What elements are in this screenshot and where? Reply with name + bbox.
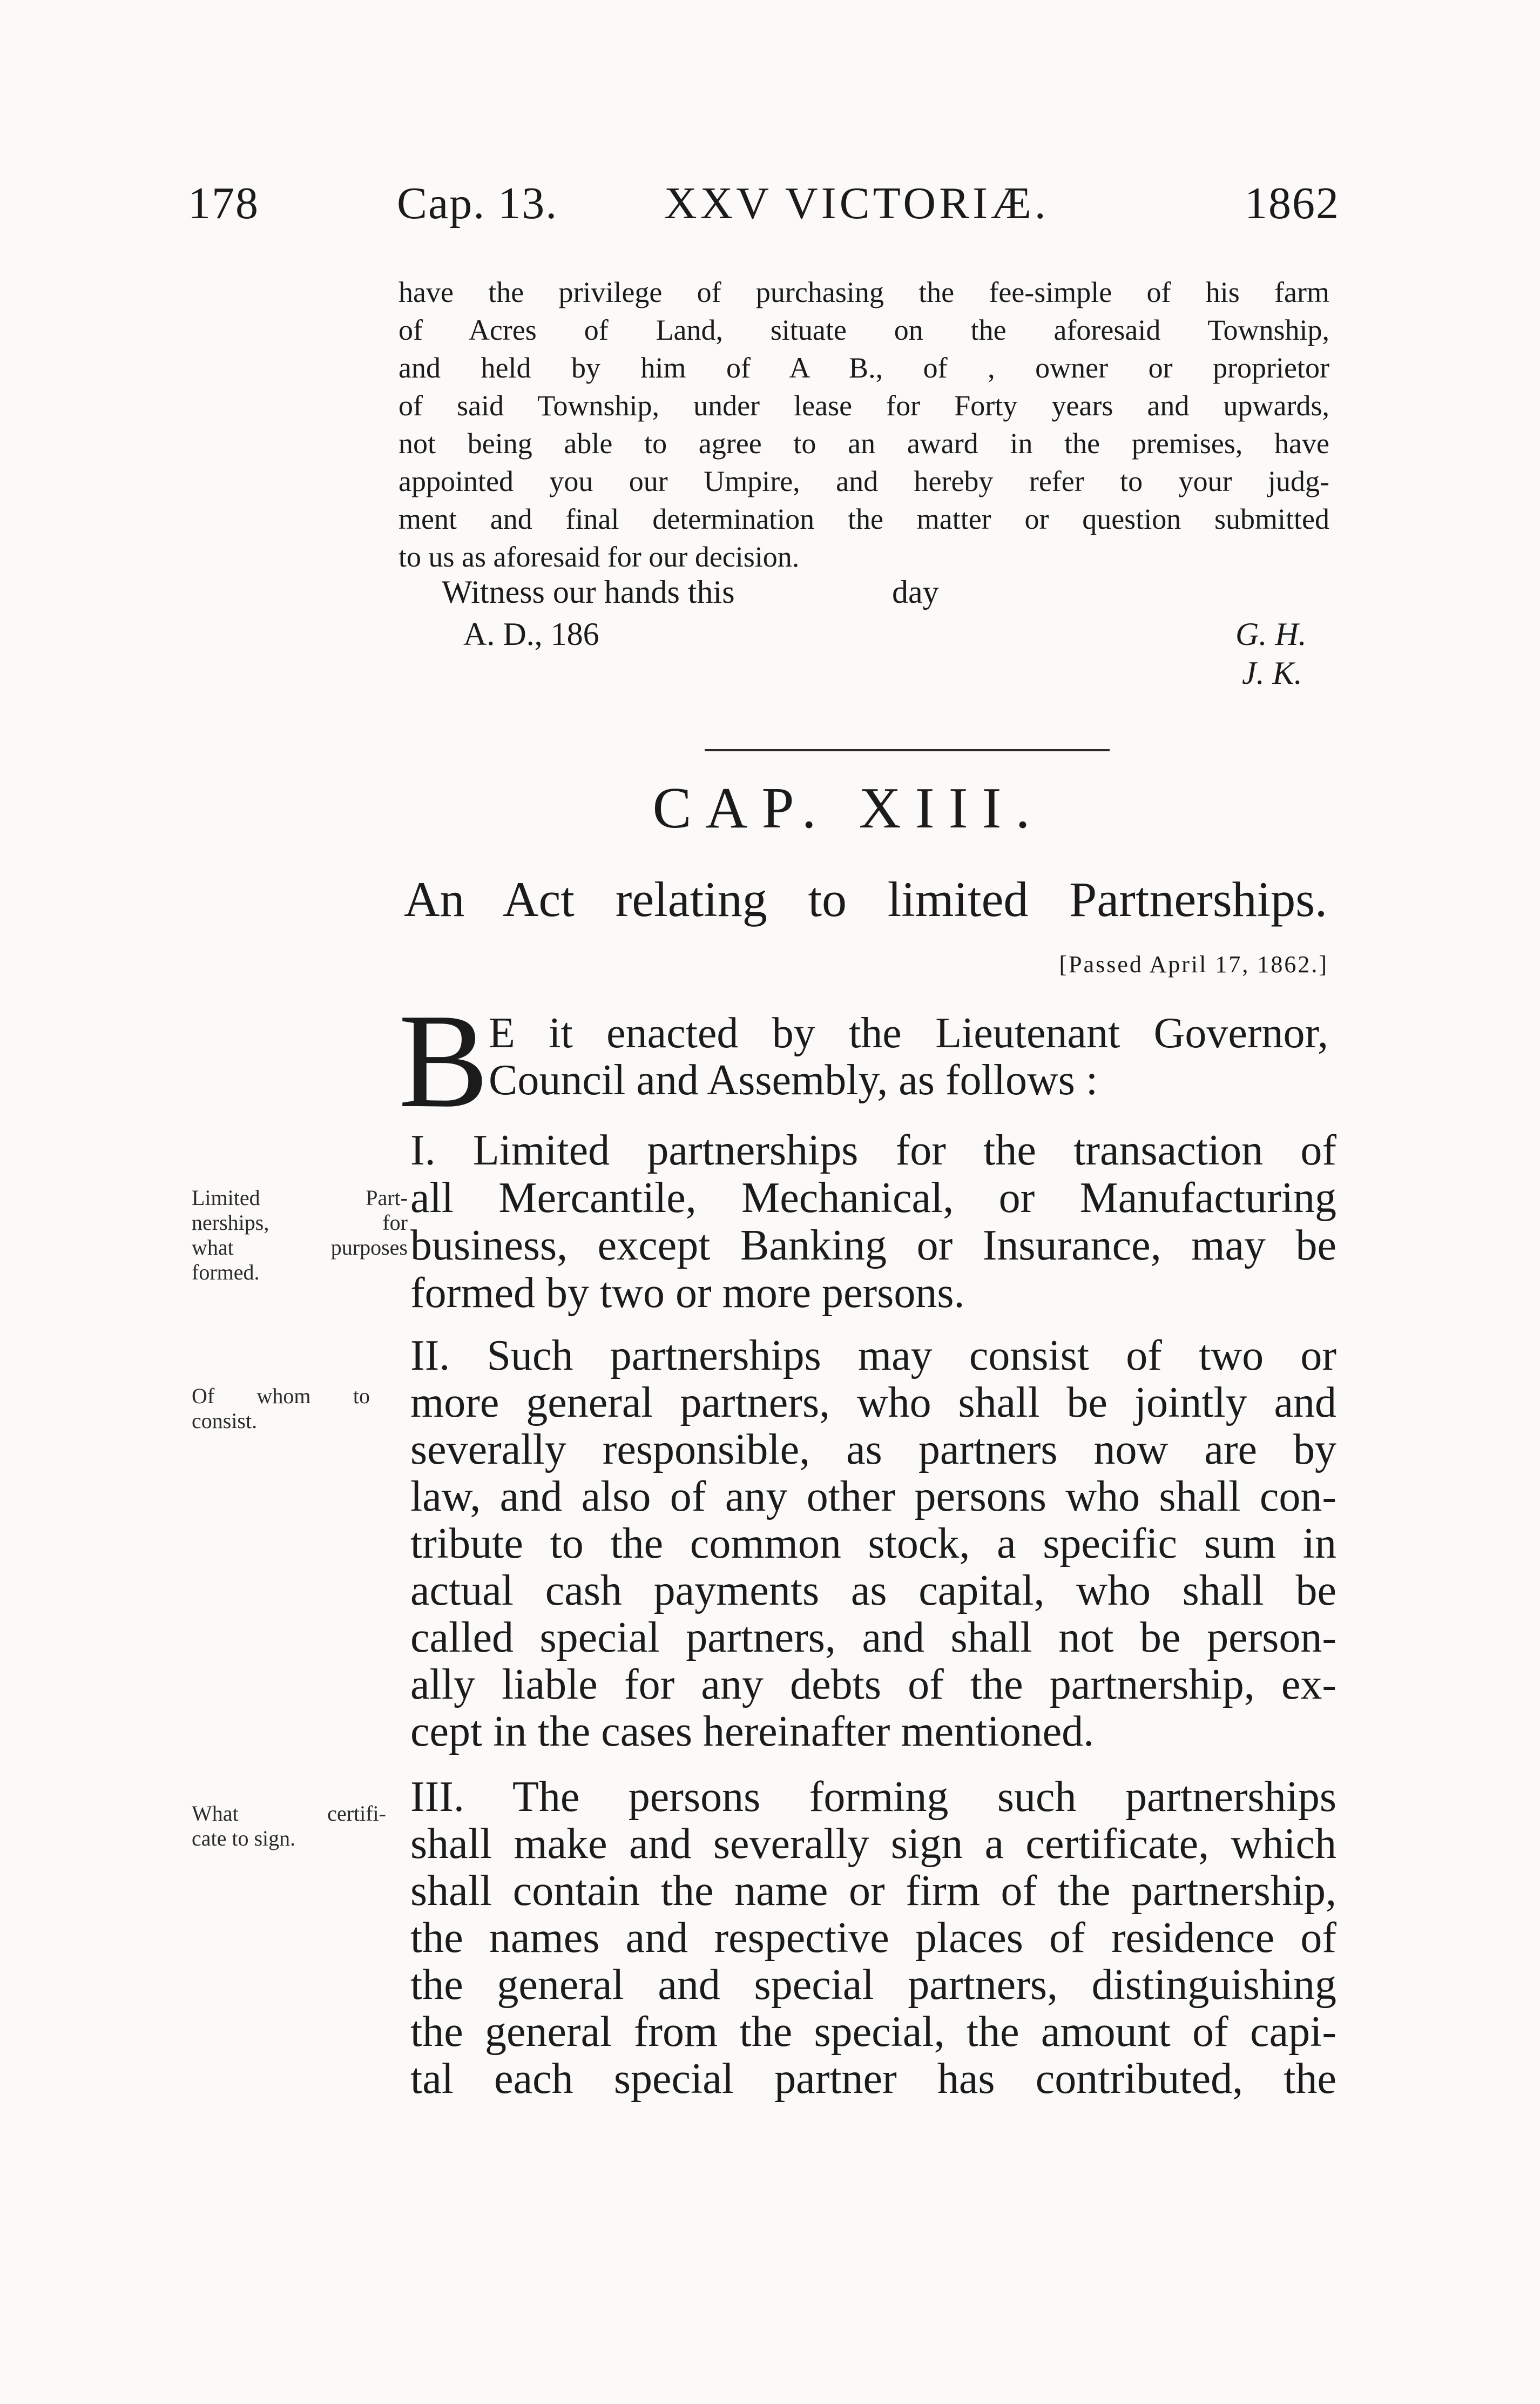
- witness-line: Witness our hands this: [442, 574, 735, 610]
- section-line: shall make and severally sign a certificate, which: [410, 1820, 1336, 1868]
- chapter-heading: CAP. XIII.: [652, 776, 1044, 840]
- signature-jk: J. K.: [1242, 655, 1302, 691]
- section-line: law, and also of any other persons who shall con-: [410, 1473, 1336, 1520]
- section-line: II. Such partnerships may consist of two or: [410, 1332, 1336, 1379]
- margin-note-of-whom: Of whom to consist.: [192, 1384, 370, 1433]
- section-line: I. Limited partnerships for the transaction of: [410, 1127, 1336, 1174]
- section-line: severally responsible, as partners now are by: [410, 1426, 1336, 1473]
- section-line: the names and respective places of residence of: [410, 1914, 1336, 1962]
- form-line: of Acres of Land, situate on the aforesaid Township,: [398, 314, 1329, 346]
- enacting-line: E it enacted by the Lieutenant Governor,: [489, 1009, 1328, 1057]
- section-line: III. The persons forming such partnerships: [410, 1773, 1336, 1821]
- section-line: the general and special partners, distinguishing: [410, 1961, 1336, 2009]
- running-year: 1862: [1245, 178, 1340, 228]
- form-line: to us as aforesaid for our decision.: [398, 541, 800, 573]
- section-line: the general from the special, the amount of capi-: [410, 2008, 1336, 2056]
- section-line: called special partners, and shall not be person-: [410, 1614, 1336, 1661]
- margin-note-limited-partnerships: Limited Part- nerships, for what purposes formed.: [192, 1186, 408, 1284]
- section-line: business, except Banking or Insurance, may be: [410, 1222, 1336, 1269]
- form-line: appointed you our Umpire, and hereby refer to your judg-: [398, 465, 1329, 497]
- act-title: An Act relating to limited Partnerships.: [404, 872, 1327, 927]
- signature-gh: G. H.: [1235, 616, 1307, 652]
- passed-date: [Passed April 17, 1862.]: [1059, 951, 1328, 978]
- page-number: 178: [188, 178, 259, 228]
- date-line: A. D., 186: [463, 616, 599, 652]
- section-line: shall contain the name or firm of the partnership,: [410, 1867, 1336, 1915]
- form-line: of said Township, under lease for Forty years and upwards,: [398, 389, 1329, 422]
- witness-day: day: [892, 574, 939, 610]
- running-title: XXV VICTORIÆ.: [664, 178, 1049, 228]
- section-line: tribute to the common stock, a specific sum in: [410, 1520, 1336, 1567]
- form-line: ment and final determination the matter or question submitted: [398, 503, 1329, 535]
- section-line: actual cash payments as capital, who shall be: [410, 1567, 1336, 1614]
- enacting-line: Council and Assembly, as follows :: [489, 1056, 1098, 1104]
- section-line: formed by two or more persons.: [410, 1269, 965, 1317]
- section-divider: [705, 749, 1110, 751]
- margin-note-certificate: What certifi- cate to sign.: [192, 1801, 386, 1850]
- section-line: ally liable for any debts of the partnership, ex-: [410, 1661, 1336, 1708]
- form-line: and held by him of A B., of , owner or proprietor: [398, 352, 1329, 384]
- drop-cap: B: [398, 986, 489, 1136]
- running-chapter: Cap. 13.: [397, 178, 558, 228]
- section-line: tal each special partner has contributed, the: [410, 2055, 1336, 2103]
- form-line: have the privilege of purchasing the fee-simple of his farm: [398, 276, 1329, 308]
- section-line: more general partners, who shall be jointly and: [410, 1379, 1336, 1426]
- section-line: cept in the cases hereinafter mentioned.: [410, 1708, 1095, 1755]
- section-line: all Mercantile, Mechanical, or Manufacturing: [410, 1174, 1336, 1222]
- form-line: not being able to agree to an award in the premises, have: [398, 427, 1329, 460]
